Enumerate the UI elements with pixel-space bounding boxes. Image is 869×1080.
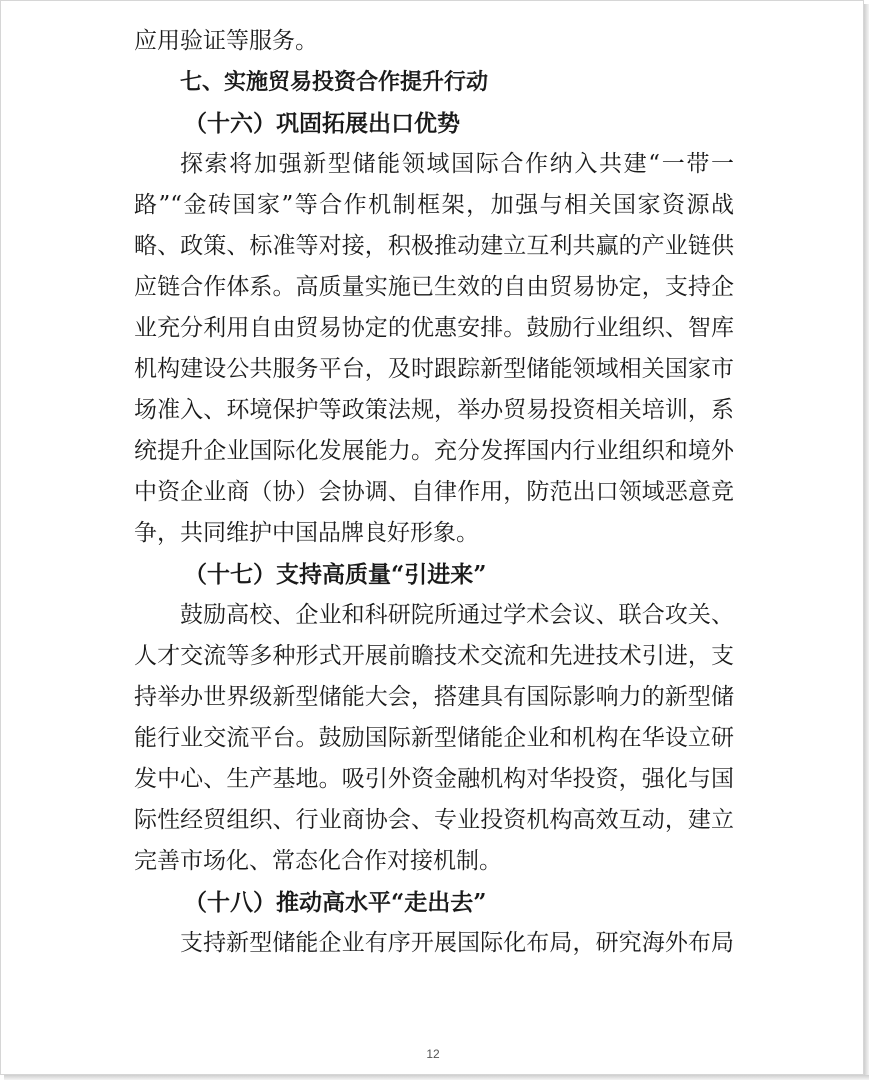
text-line: 发中心、生产基地。吸引外资金融机构对华投资，强化与国	[134, 766, 734, 792]
section-heading: 七、实施贸易投资合作提升行动	[180, 70, 489, 95]
paragraph-first-line: 鼓励高校、企业和科研院所通过学术会议、联合攻关、	[180, 602, 734, 628]
subsection-heading: （十八）推动高水平“走出去”	[184, 889, 487, 916]
text-line: 际性经贸组织、行业商协会、专业投资机构高效互动，建立	[134, 807, 734, 833]
paragraph-first-line: 探索将加强新型储能领域国际合作纳入共建“一带一	[180, 151, 734, 177]
text-line: 应用验证等服务。	[134, 28, 318, 54]
text-line: 统提升企业国际化发展能力。充分发挥国内行业组织和境外	[134, 438, 734, 464]
text-line: 完善市场化、常态化合作对接机制。	[134, 848, 502, 874]
page-shadow-bottom	[4, 1075, 869, 1080]
text-line: 能行业交流平台。鼓励国际新型储能企业和机构在华设立研	[134, 725, 734, 751]
text-line: 场准入、环境保护等政策法规，举办贸易投资相关培训，系	[134, 397, 734, 423]
text-line: 争，共同维护中国品牌良好形象。	[134, 520, 479, 546]
page-number: 12	[426, 1047, 440, 1061]
text-line: 略、政策、标准等对接，积极推动建立互利共赢的产业链供	[134, 233, 734, 259]
page-shadow-right	[864, 4, 869, 1080]
text-line: 人才交流等多种形式开展前瞻技术交流和先进技术引进，支	[134, 643, 734, 669]
text-line: 路”“金砖国家”等合作机制框架，加强与相关国家资源战	[134, 192, 734, 218]
document-body	[134, 21, 734, 964]
text-line: 应链合作体系。高质量实施已生效的自由贸易协定，支持企	[134, 274, 734, 300]
text-line: 业充分利用自由贸易协定的优惠安排。鼓励行业组织、智库	[134, 315, 734, 341]
text-line: 持举办世界级新型储能大会，搭建具有国际影响力的新型储	[134, 684, 734, 710]
text-line: 机构建设公共服务平台，及时跟踪新型储能领域相关国家市	[134, 356, 734, 382]
subsection-heading: （十七）支持高质量“引进来”	[184, 561, 487, 588]
paragraph-first-line: 支持新型储能企业有序开展国际化布局，研究海外布局	[180, 930, 734, 956]
text-line: 中资企业商（协）会协调、自律作用，防范出口领域恶意竞	[134, 479, 734, 505]
subsection-heading: （十六）巩固拓展出口优势	[184, 110, 460, 137]
